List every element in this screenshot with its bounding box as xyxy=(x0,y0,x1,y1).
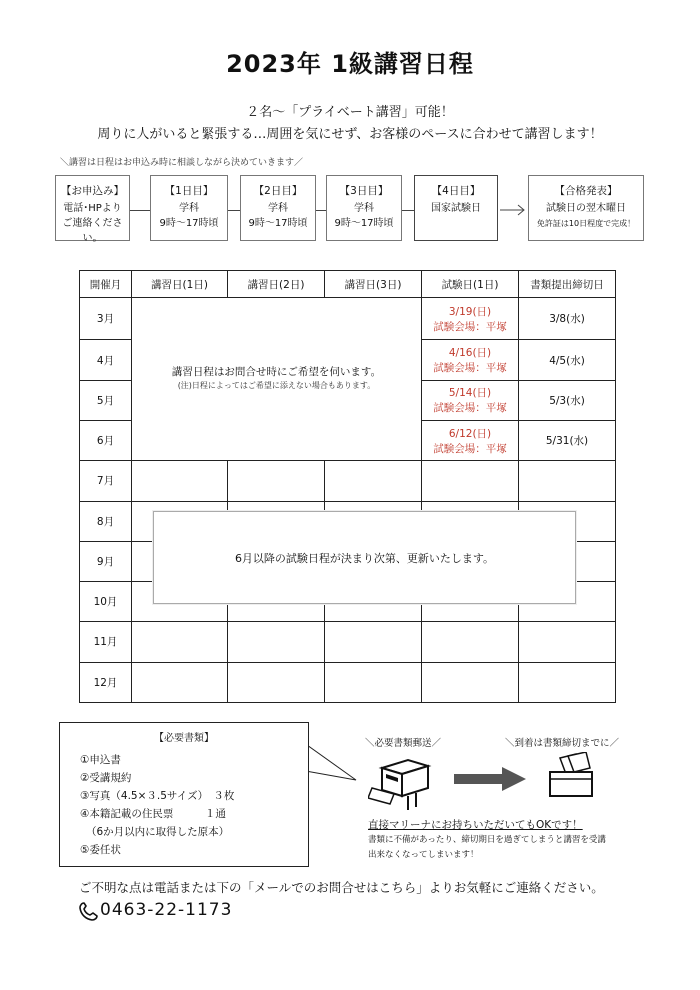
table-row xyxy=(80,461,616,501)
flow-caption: ＼講習は日程はお申込み時に相談しながら決めていきます／ xyxy=(60,158,304,168)
required-docs-heading: 【必要書類】 xyxy=(154,733,214,744)
month-cell: 9月 xyxy=(80,541,132,581)
mail-caption-arrive: ＼到着は書類締切までに／ xyxy=(505,738,620,749)
month-cell: 8月 xyxy=(80,501,132,541)
flow-step-head: 【合格発表】 xyxy=(554,185,618,197)
flow-connector xyxy=(130,210,150,211)
flow-connector xyxy=(316,210,326,211)
empty-cell xyxy=(422,662,519,702)
empty-cell xyxy=(422,622,519,662)
month-cell: 6月 xyxy=(80,421,132,461)
table-row xyxy=(80,298,616,340)
month-cell: 11月 xyxy=(80,622,132,662)
empty-cell xyxy=(132,662,228,702)
flow-step-line: 9時～17時頃 xyxy=(334,218,394,229)
column-header: 開催月 xyxy=(80,271,132,298)
doc-item: ③写真（4.5×３.5サイズ） ３枚 xyxy=(80,790,235,802)
flow-step-apply xyxy=(55,175,130,244)
flow-step-day4 xyxy=(414,175,498,241)
flow-connector xyxy=(402,210,414,211)
flow-step-day2 xyxy=(240,175,316,241)
empty-cell xyxy=(325,461,422,501)
flow-step-head: 【2日目】 xyxy=(253,185,303,197)
exam-place: 試験会場：平塚 xyxy=(433,442,507,455)
arrow-right-icon xyxy=(452,766,528,792)
exam-place: 試験会場：平塚 xyxy=(433,362,507,375)
deadline-cell: 3/8(水) xyxy=(519,298,616,340)
doc-item: ①申込書 xyxy=(80,754,121,766)
exam-date: 4/16(日) xyxy=(448,347,492,360)
speech-tail xyxy=(300,730,360,790)
empty-cell xyxy=(325,622,422,662)
empty-cell xyxy=(519,622,616,662)
column-header: 講習日(2日) xyxy=(228,271,325,298)
update-notice-text: 6月以降の試験日程が決まり次第、更新いたします。 xyxy=(234,551,495,565)
mailbox-icon xyxy=(368,752,436,812)
doc-item: ⑤委任状 xyxy=(80,844,121,856)
empty-cell xyxy=(519,461,616,501)
table-row xyxy=(80,662,616,702)
empty-cell xyxy=(132,461,228,501)
lead-line-2: 周りに人がいると緊張する…周囲を気にせず、お客様のペースに合わせて講習します！ xyxy=(97,127,603,142)
deadline-cell: 4/5(水) xyxy=(519,340,616,380)
flow-step-day3 xyxy=(326,175,402,241)
flow-step-head: 【3日目】 xyxy=(339,185,389,197)
exam-place: 試験会場：平塚 xyxy=(433,402,507,415)
empty-cell xyxy=(228,622,325,662)
flow-step-head: 【4日目】 xyxy=(431,185,481,197)
flow-step-line: 学科 xyxy=(179,203,199,214)
inbox-tray-icon xyxy=(546,752,596,802)
required-docs-box xyxy=(59,722,309,867)
doc-item: ②受講規約 xyxy=(80,772,132,784)
exam-date: 5/14(日) xyxy=(448,387,492,400)
empty-cell xyxy=(519,662,616,702)
flow-step-line: 9時～17時頃 xyxy=(248,218,308,229)
deadline-cell: 5/31(水) xyxy=(519,421,616,461)
flow-step-head: 【お申込み】 xyxy=(61,185,124,197)
doc-item: （6か月以内に取得した原本） xyxy=(86,826,230,838)
empty-cell xyxy=(132,622,228,662)
column-header: 講習日(3日) xyxy=(325,271,422,298)
exam-date: 3/19(日) xyxy=(448,305,492,318)
month-cell: 4月 xyxy=(80,340,132,380)
schedule-table xyxy=(79,270,616,703)
table-row xyxy=(80,622,616,662)
training-date-note xyxy=(132,298,422,461)
column-header: 試験日(1日) xyxy=(422,271,519,298)
flow-step-day1 xyxy=(150,175,228,241)
deadline-cell: 5/3(水) xyxy=(519,380,616,420)
mail-warning-1: 書類に不備があったり、締切期日を過ぎてしまうと講習を受講 xyxy=(368,835,606,845)
month-cell: 5月 xyxy=(80,380,132,420)
flow-step-head: 【1日目】 xyxy=(164,185,214,197)
phone-icon xyxy=(78,900,100,922)
empty-cell xyxy=(228,662,325,702)
update-notice xyxy=(153,511,576,604)
empty-cell xyxy=(422,461,519,501)
exam-place: 試験会場：平塚 xyxy=(433,320,507,333)
flow-step-result xyxy=(528,175,644,241)
exam-cell xyxy=(422,380,519,420)
empty-cell xyxy=(325,662,422,702)
flow-step-line: 免許証は10日程度で完成！ xyxy=(536,219,636,228)
flow-step-line: 試験日の翌木曜日 xyxy=(546,203,626,214)
column-header: 書類提出締切日 xyxy=(519,271,616,298)
exam-cell xyxy=(422,298,519,340)
training-note-sub: (注)日程によってはご希望に添えない場合もあります。 xyxy=(177,381,376,391)
flow-connector xyxy=(228,210,240,211)
flow-arrow-icon xyxy=(498,202,528,218)
month-cell: 10月 xyxy=(80,582,132,622)
flow-step-line: 国家試験日 xyxy=(431,203,481,214)
mail-warning-2: 出来なくなってしまいます！ xyxy=(368,850,479,860)
contact-note: ご不明な点は電話または下の「メールでのお問合せはこちら」よりお気軽にご連絡ください。 xyxy=(79,880,604,895)
month-cell: 7月 xyxy=(80,461,132,501)
exam-cell xyxy=(422,340,519,380)
flow-step-line: 学科 xyxy=(268,203,288,214)
table-header-row xyxy=(80,271,616,298)
month-cell: 12月 xyxy=(80,662,132,702)
page-title: 2023年 1級講習日程 xyxy=(226,50,474,78)
month-cell: 3月 xyxy=(80,298,132,340)
flow-step-line: 学科 xyxy=(354,203,374,214)
exam-cell xyxy=(422,421,519,461)
empty-cell xyxy=(228,461,325,501)
lead-line-1: ２名～「プライベート講習」可能！ xyxy=(246,105,454,120)
mail-direct-note: 直接マリーナにお持ちいただいてもOKです！ xyxy=(368,819,583,831)
exam-date: 6/12(日) xyxy=(448,427,492,440)
doc-item: ④本籍記載の住民票 １通 xyxy=(80,808,226,820)
phone-number[interactable]: 0463-22-1173 xyxy=(100,900,233,920)
column-header: 講習日(1日) xyxy=(132,271,228,298)
mail-caption-send: ＼必要書類郵送／ xyxy=(365,738,442,749)
flow-step-line: 電話･HPより xyxy=(63,203,122,214)
flow-step-line: ご連絡ください。 xyxy=(62,218,123,244)
flow-step-line: 9時～17時頃 xyxy=(159,218,219,229)
training-note-main: 講習日程はお問合せ時にご希望を伺います。 xyxy=(171,366,382,379)
